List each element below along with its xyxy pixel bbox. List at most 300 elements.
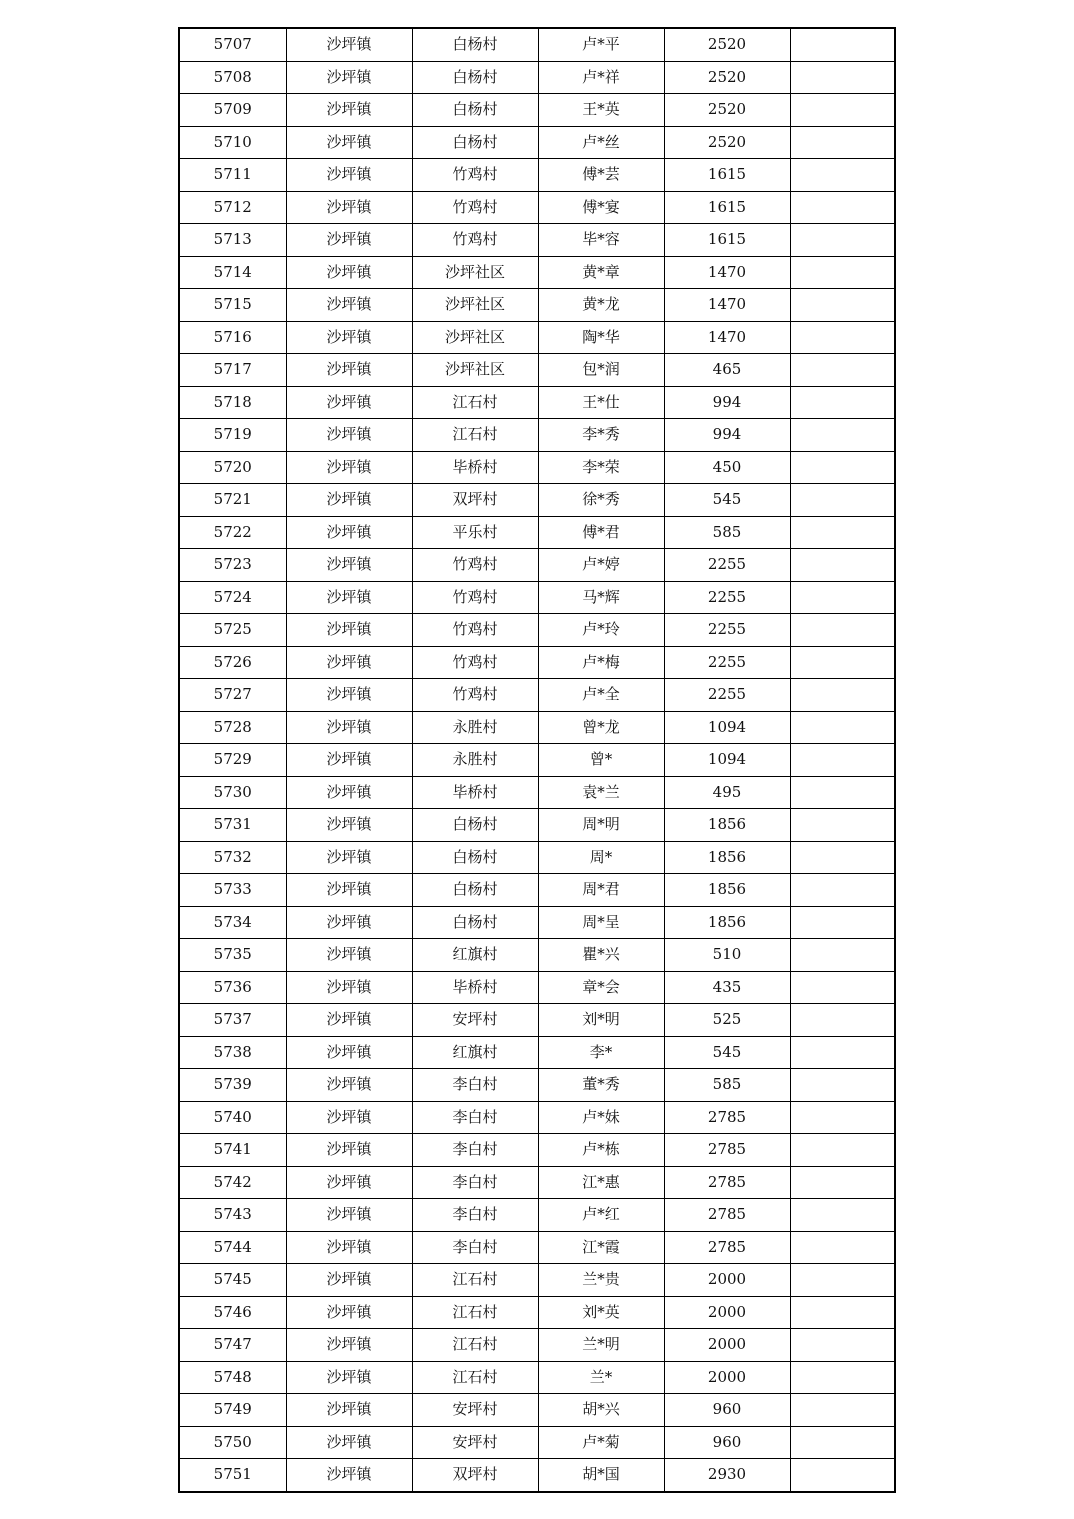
town-cell: 沙坪镇	[286, 939, 412, 972]
name-cell: 胡*兴	[538, 1394, 664, 1427]
table-row	[179, 906, 895, 939]
remarks-cell	[790, 1199, 895, 1232]
town-cell: 沙坪镇	[286, 1069, 412, 1102]
table-row	[179, 971, 895, 1004]
amount-cell: 2255	[664, 646, 790, 679]
village-cell: 红旗村	[412, 1036, 538, 1069]
serial-number-cell: 5713	[179, 224, 286, 257]
town-cell: 沙坪镇	[286, 1199, 412, 1232]
table-row	[179, 1101, 895, 1134]
amount-cell: 1615	[664, 191, 790, 224]
village-cell: 安坪村	[412, 1394, 538, 1427]
name-cell: 卢*全	[538, 679, 664, 712]
town-cell: 沙坪镇	[286, 646, 412, 679]
amount-cell: 2520	[664, 28, 790, 61]
serial-number-cell: 5749	[179, 1394, 286, 1427]
table-row	[179, 841, 895, 874]
table-row	[179, 451, 895, 484]
table-row	[179, 1069, 895, 1102]
amount-cell: 510	[664, 939, 790, 972]
village-cell: 白杨村	[412, 906, 538, 939]
remarks-cell	[790, 711, 895, 744]
name-cell: 王*英	[538, 94, 664, 127]
amount-cell: 2785	[664, 1231, 790, 1264]
table-row	[179, 159, 895, 192]
remarks-cell	[790, 126, 895, 159]
remarks-cell	[790, 1296, 895, 1329]
town-cell: 沙坪镇	[286, 191, 412, 224]
amount-cell: 2000	[664, 1329, 790, 1362]
serial-number-cell: 5718	[179, 386, 286, 419]
town-cell: 沙坪镇	[286, 679, 412, 712]
remarks-cell	[790, 386, 895, 419]
amount-cell: 2000	[664, 1296, 790, 1329]
serial-number-cell: 5735	[179, 939, 286, 972]
remarks-cell	[790, 94, 895, 127]
serial-number-cell: 5709	[179, 94, 286, 127]
amount-cell: 495	[664, 776, 790, 809]
table-row	[179, 516, 895, 549]
serial-number-cell: 5731	[179, 809, 286, 842]
village-cell: 李白村	[412, 1069, 538, 1102]
remarks-cell	[790, 939, 895, 972]
name-cell: 兰*	[538, 1361, 664, 1394]
serial-number-cell: 5740	[179, 1101, 286, 1134]
village-cell: 沙坪社区	[412, 321, 538, 354]
village-cell: 沙坪社区	[412, 289, 538, 322]
name-cell: 卢*栋	[538, 1134, 664, 1167]
table-row	[179, 224, 895, 257]
table-row	[179, 289, 895, 322]
name-cell: 瞿*兴	[538, 939, 664, 972]
name-cell: 胡*国	[538, 1459, 664, 1492]
name-cell: 江*惠	[538, 1166, 664, 1199]
serial-number-cell: 5712	[179, 191, 286, 224]
serial-number-cell: 5707	[179, 28, 286, 61]
serial-number-cell: 5750	[179, 1426, 286, 1459]
name-cell: 傅*宴	[538, 191, 664, 224]
serial-number-cell: 5726	[179, 646, 286, 679]
table-row	[179, 581, 895, 614]
town-cell: 沙坪镇	[286, 549, 412, 582]
town-cell: 沙坪镇	[286, 61, 412, 94]
town-cell: 沙坪镇	[286, 419, 412, 452]
remarks-cell	[790, 1004, 895, 1037]
village-cell: 李白村	[412, 1231, 538, 1264]
name-cell: 李*荣	[538, 451, 664, 484]
amount-cell: 960	[664, 1426, 790, 1459]
remarks-cell	[790, 1329, 895, 1362]
name-cell: 周*君	[538, 874, 664, 907]
village-cell: 白杨村	[412, 841, 538, 874]
amount-cell: 2255	[664, 549, 790, 582]
table-row	[179, 874, 895, 907]
town-cell: 沙坪镇	[286, 386, 412, 419]
serial-number-cell: 5710	[179, 126, 286, 159]
town-cell: 沙坪镇	[286, 1166, 412, 1199]
name-cell: 卢*妹	[538, 1101, 664, 1134]
village-cell: 李白村	[412, 1199, 538, 1232]
serial-number-cell: 5743	[179, 1199, 286, 1232]
table-row	[179, 679, 895, 712]
table-row	[179, 419, 895, 452]
town-cell: 沙坪镇	[286, 256, 412, 289]
serial-number-cell: 5732	[179, 841, 286, 874]
village-cell: 毕桥村	[412, 971, 538, 1004]
amount-cell: 465	[664, 354, 790, 387]
village-cell: 竹鸡村	[412, 679, 538, 712]
village-cell: 毕桥村	[412, 776, 538, 809]
amount-cell: 960	[664, 1394, 790, 1427]
name-cell: 周*	[538, 841, 664, 874]
table-row	[179, 191, 895, 224]
town-cell: 沙坪镇	[286, 289, 412, 322]
serial-number-cell: 5708	[179, 61, 286, 94]
serial-number-cell: 5738	[179, 1036, 286, 1069]
town-cell: 沙坪镇	[286, 971, 412, 1004]
village-cell: 白杨村	[412, 61, 538, 94]
remarks-cell	[790, 646, 895, 679]
town-cell: 沙坪镇	[286, 1231, 412, 1264]
village-cell: 白杨村	[412, 874, 538, 907]
name-cell: 黄*龙	[538, 289, 664, 322]
table-row	[179, 809, 895, 842]
table-row	[179, 354, 895, 387]
remarks-cell	[790, 1459, 895, 1492]
amount-cell: 2930	[664, 1459, 790, 1492]
amount-cell: 1615	[664, 159, 790, 192]
town-cell: 沙坪镇	[286, 744, 412, 777]
remarks-cell	[790, 971, 895, 1004]
name-cell: 李*	[538, 1036, 664, 1069]
name-cell: 卢*红	[538, 1199, 664, 1232]
remarks-cell	[790, 549, 895, 582]
serial-number-cell: 5728	[179, 711, 286, 744]
village-cell: 永胜村	[412, 711, 538, 744]
table-row	[179, 1166, 895, 1199]
amount-cell: 1615	[664, 224, 790, 257]
amount-cell: 2520	[664, 94, 790, 127]
table-row	[179, 711, 895, 744]
table-row	[179, 61, 895, 94]
amount-cell: 994	[664, 386, 790, 419]
amount-cell: 2255	[664, 679, 790, 712]
remarks-cell	[790, 744, 895, 777]
serial-number-cell: 5734	[179, 906, 286, 939]
amount-cell: 1094	[664, 744, 790, 777]
serial-number-cell: 5716	[179, 321, 286, 354]
table-row	[179, 256, 895, 289]
town-cell: 沙坪镇	[286, 1101, 412, 1134]
amount-cell: 1470	[664, 289, 790, 322]
town-cell: 沙坪镇	[286, 1329, 412, 1362]
town-cell: 沙坪镇	[286, 1264, 412, 1297]
name-cell: 王*仕	[538, 386, 664, 419]
amount-cell: 2000	[664, 1264, 790, 1297]
serial-number-cell: 5725	[179, 614, 286, 647]
table-row	[179, 1004, 895, 1037]
village-cell: 江石村	[412, 1361, 538, 1394]
town-cell: 沙坪镇	[286, 1134, 412, 1167]
amount-cell: 585	[664, 516, 790, 549]
name-cell: 曾*龙	[538, 711, 664, 744]
table-row	[179, 484, 895, 517]
town-cell: 沙坪镇	[286, 1004, 412, 1037]
data-table	[178, 27, 896, 1493]
town-cell: 沙坪镇	[286, 711, 412, 744]
serial-number-cell: 5723	[179, 549, 286, 582]
table-row	[179, 28, 895, 61]
name-cell: 马*辉	[538, 581, 664, 614]
remarks-cell	[790, 224, 895, 257]
serial-number-cell: 5741	[179, 1134, 286, 1167]
table-row	[179, 1426, 895, 1459]
remarks-cell	[790, 256, 895, 289]
serial-number-cell: 5742	[179, 1166, 286, 1199]
remarks-cell	[790, 321, 895, 354]
village-cell: 双坪村	[412, 1459, 538, 1492]
village-cell: 白杨村	[412, 809, 538, 842]
serial-number-cell: 5715	[179, 289, 286, 322]
village-cell: 安坪村	[412, 1426, 538, 1459]
town-cell: 沙坪镇	[286, 614, 412, 647]
amount-cell: 525	[664, 1004, 790, 1037]
amount-cell: 2000	[664, 1361, 790, 1394]
remarks-cell	[790, 1101, 895, 1134]
town-cell: 沙坪镇	[286, 126, 412, 159]
name-cell: 卢*丝	[538, 126, 664, 159]
table-row	[179, 1361, 895, 1394]
village-cell: 竹鸡村	[412, 581, 538, 614]
amount-cell: 545	[664, 484, 790, 517]
name-cell: 卢*玲	[538, 614, 664, 647]
amount-cell: 2255	[664, 581, 790, 614]
amount-cell: 2785	[664, 1134, 790, 1167]
town-cell: 沙坪镇	[286, 874, 412, 907]
serial-number-cell: 5724	[179, 581, 286, 614]
name-cell: 周*呈	[538, 906, 664, 939]
village-cell: 竹鸡村	[412, 191, 538, 224]
remarks-cell	[790, 28, 895, 61]
table-row	[179, 744, 895, 777]
name-cell: 陶*华	[538, 321, 664, 354]
remarks-cell	[790, 1264, 895, 1297]
town-cell: 沙坪镇	[286, 906, 412, 939]
town-cell: 沙坪镇	[286, 451, 412, 484]
town-cell: 沙坪镇	[286, 159, 412, 192]
remarks-cell	[790, 1361, 895, 1394]
amount-cell: 585	[664, 1069, 790, 1102]
amount-cell: 450	[664, 451, 790, 484]
village-cell: 平乐村	[412, 516, 538, 549]
amount-cell: 1470	[664, 256, 790, 289]
remarks-cell	[790, 516, 895, 549]
table-row	[179, 1134, 895, 1167]
amount-cell: 2785	[664, 1166, 790, 1199]
name-cell: 江*霞	[538, 1231, 664, 1264]
table-row	[179, 776, 895, 809]
name-cell: 傅*君	[538, 516, 664, 549]
town-cell: 沙坪镇	[286, 1361, 412, 1394]
town-cell: 沙坪镇	[286, 1426, 412, 1459]
name-cell: 章*会	[538, 971, 664, 1004]
serial-number-cell: 5719	[179, 419, 286, 452]
amount-cell: 2255	[664, 614, 790, 647]
town-cell: 沙坪镇	[286, 809, 412, 842]
town-cell: 沙坪镇	[286, 484, 412, 517]
serial-number-cell: 5730	[179, 776, 286, 809]
town-cell: 沙坪镇	[286, 1394, 412, 1427]
serial-number-cell: 5748	[179, 1361, 286, 1394]
serial-number-cell: 5751	[179, 1459, 286, 1492]
table-row	[179, 1036, 895, 1069]
village-cell: 李白村	[412, 1134, 538, 1167]
remarks-cell	[790, 1426, 895, 1459]
serial-number-cell: 5722	[179, 516, 286, 549]
name-cell: 李*秀	[538, 419, 664, 452]
remarks-cell	[790, 191, 895, 224]
table-row	[179, 386, 895, 419]
table-row	[179, 1296, 895, 1329]
name-cell: 曾*	[538, 744, 664, 777]
amount-cell: 1856	[664, 841, 790, 874]
village-cell: 白杨村	[412, 28, 538, 61]
remarks-cell	[790, 1134, 895, 1167]
table-row	[179, 1394, 895, 1427]
remarks-cell	[790, 451, 895, 484]
table-row	[179, 1459, 895, 1492]
remarks-cell	[790, 1231, 895, 1264]
serial-number-cell: 5745	[179, 1264, 286, 1297]
remarks-cell	[790, 1394, 895, 1427]
serial-number-cell: 5727	[179, 679, 286, 712]
remarks-cell	[790, 841, 895, 874]
remarks-cell	[790, 419, 895, 452]
serial-number-cell: 5744	[179, 1231, 286, 1264]
town-cell: 沙坪镇	[286, 516, 412, 549]
village-cell: 红旗村	[412, 939, 538, 972]
table-row	[179, 321, 895, 354]
village-cell: 永胜村	[412, 744, 538, 777]
remarks-cell	[790, 289, 895, 322]
name-cell: 卢*梅	[538, 646, 664, 679]
town-cell: 沙坪镇	[286, 224, 412, 257]
remarks-cell	[790, 1069, 895, 1102]
serial-number-cell: 5747	[179, 1329, 286, 1362]
village-cell: 李白村	[412, 1166, 538, 1199]
amount-cell: 994	[664, 419, 790, 452]
name-cell: 卢*婷	[538, 549, 664, 582]
remarks-cell	[790, 159, 895, 192]
remarks-cell	[790, 809, 895, 842]
village-cell: 江石村	[412, 386, 538, 419]
village-cell: 沙坪社区	[412, 354, 538, 387]
serial-number-cell: 5746	[179, 1296, 286, 1329]
name-cell: 卢*平	[538, 28, 664, 61]
town-cell: 沙坪镇	[286, 354, 412, 387]
table-row	[179, 1231, 895, 1264]
table-row	[179, 1329, 895, 1362]
village-cell: 安坪村	[412, 1004, 538, 1037]
village-cell: 白杨村	[412, 94, 538, 127]
village-cell: 毕桥村	[412, 451, 538, 484]
name-cell: 黄*章	[538, 256, 664, 289]
remarks-cell	[790, 679, 895, 712]
serial-number-cell: 5720	[179, 451, 286, 484]
amount-cell: 1856	[664, 874, 790, 907]
village-cell: 沙坪社区	[412, 256, 538, 289]
table-row	[179, 1199, 895, 1232]
town-cell: 沙坪镇	[286, 94, 412, 127]
amount-cell: 2520	[664, 126, 790, 159]
table-body	[179, 28, 895, 1492]
village-cell: 李白村	[412, 1101, 538, 1134]
town-cell: 沙坪镇	[286, 1459, 412, 1492]
town-cell: 沙坪镇	[286, 1296, 412, 1329]
name-cell: 刘*英	[538, 1296, 664, 1329]
village-cell: 江石村	[412, 419, 538, 452]
village-cell: 竹鸡村	[412, 646, 538, 679]
town-cell: 沙坪镇	[286, 321, 412, 354]
village-cell: 竹鸡村	[412, 224, 538, 257]
serial-number-cell: 5737	[179, 1004, 286, 1037]
amount-cell: 1094	[664, 711, 790, 744]
name-cell: 傅*芸	[538, 159, 664, 192]
name-cell: 徐*秀	[538, 484, 664, 517]
serial-number-cell: 5729	[179, 744, 286, 777]
amount-cell: 1856	[664, 809, 790, 842]
remarks-cell	[790, 614, 895, 647]
village-cell: 竹鸡村	[412, 549, 538, 582]
village-cell: 江石村	[412, 1296, 538, 1329]
table-row	[179, 614, 895, 647]
serial-number-cell: 5714	[179, 256, 286, 289]
serial-number-cell: 5736	[179, 971, 286, 1004]
name-cell: 卢*祥	[538, 61, 664, 94]
amount-cell: 435	[664, 971, 790, 1004]
table-row	[179, 126, 895, 159]
serial-number-cell: 5739	[179, 1069, 286, 1102]
village-cell: 竹鸡村	[412, 159, 538, 192]
serial-number-cell: 5721	[179, 484, 286, 517]
amount-cell: 2520	[664, 61, 790, 94]
remarks-cell	[790, 776, 895, 809]
amount-cell: 1470	[664, 321, 790, 354]
name-cell: 包*润	[538, 354, 664, 387]
serial-number-cell: 5711	[179, 159, 286, 192]
name-cell: 刘*明	[538, 1004, 664, 1037]
remarks-cell	[790, 581, 895, 614]
table-row	[179, 549, 895, 582]
amount-cell: 2785	[664, 1101, 790, 1134]
remarks-cell	[790, 1036, 895, 1069]
town-cell: 沙坪镇	[286, 841, 412, 874]
village-cell: 江石村	[412, 1264, 538, 1297]
town-cell: 沙坪镇	[286, 581, 412, 614]
table-row	[179, 1264, 895, 1297]
remarks-cell	[790, 61, 895, 94]
amount-cell: 1856	[664, 906, 790, 939]
name-cell: 卢*菊	[538, 1426, 664, 1459]
village-cell: 竹鸡村	[412, 614, 538, 647]
name-cell: 周*明	[538, 809, 664, 842]
town-cell: 沙坪镇	[286, 1036, 412, 1069]
name-cell: 董*秀	[538, 1069, 664, 1102]
table-row	[179, 646, 895, 679]
table-row	[179, 94, 895, 127]
village-cell: 江石村	[412, 1329, 538, 1362]
village-cell: 双坪村	[412, 484, 538, 517]
